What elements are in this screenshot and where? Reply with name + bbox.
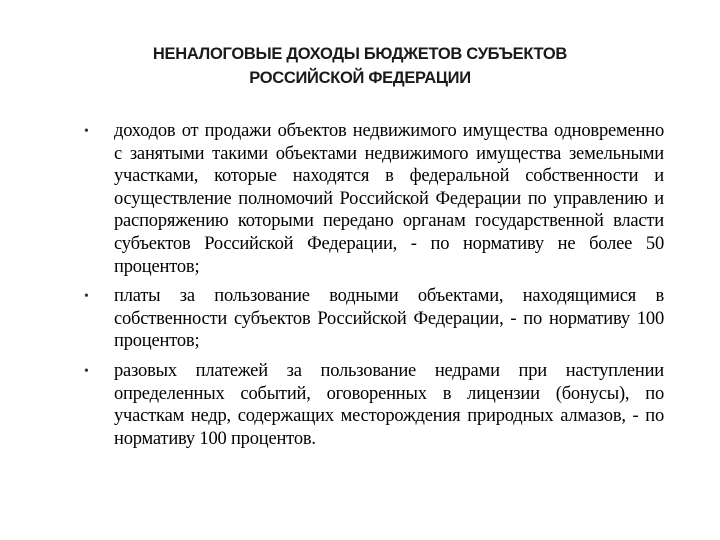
slide-title bbox=[60, 42, 660, 90]
bullet-list bbox=[84, 120, 664, 457]
bullet-item-2 bbox=[84, 285, 664, 353]
bullet-item-1 bbox=[84, 120, 664, 278]
bullet-icon: • bbox=[84, 363, 89, 379]
bullet-text-3: разовых платежей за пользование недрами при наступлении определенных событий, оговоренных в лицензии (бонусы), по участкам недр, содержащих месторождения природных алмазов, - по нормативу 100 процентов. bbox=[114, 360, 664, 449]
slide-title-line-2: РОССИЙСКОЙ ФЕДЕРАЦИИ bbox=[249, 69, 471, 87]
slide-title-line-1: НЕНАЛОГОВЫЕ ДОХОДЫ БЮДЖЕТОВ СУБЪЕКТОВ bbox=[152, 45, 568, 63]
bullet-text-2: платы за пользование водными объектами, находящимися в собственности субъектов Российской Федерации, - по нормативу 100 процентов; bbox=[114, 286, 664, 352]
bullet-text-1: доходов от продажи объектов недвижимого имущества одновременно с занятыми такими объектами недвижимого имущества земельными участками, которые находятся в федеральной собственности и осуществление полномочий Российской Федерации по управлению и распоряжению которыми передано органам государственной власти субъектов Российской Федерации, - по нормативу не более 50 процентов; bbox=[114, 121, 664, 277]
bullet-item-3 bbox=[84, 360, 664, 450]
bullet-icon: • bbox=[84, 124, 89, 139]
bullet-icon: • bbox=[84, 289, 89, 305]
